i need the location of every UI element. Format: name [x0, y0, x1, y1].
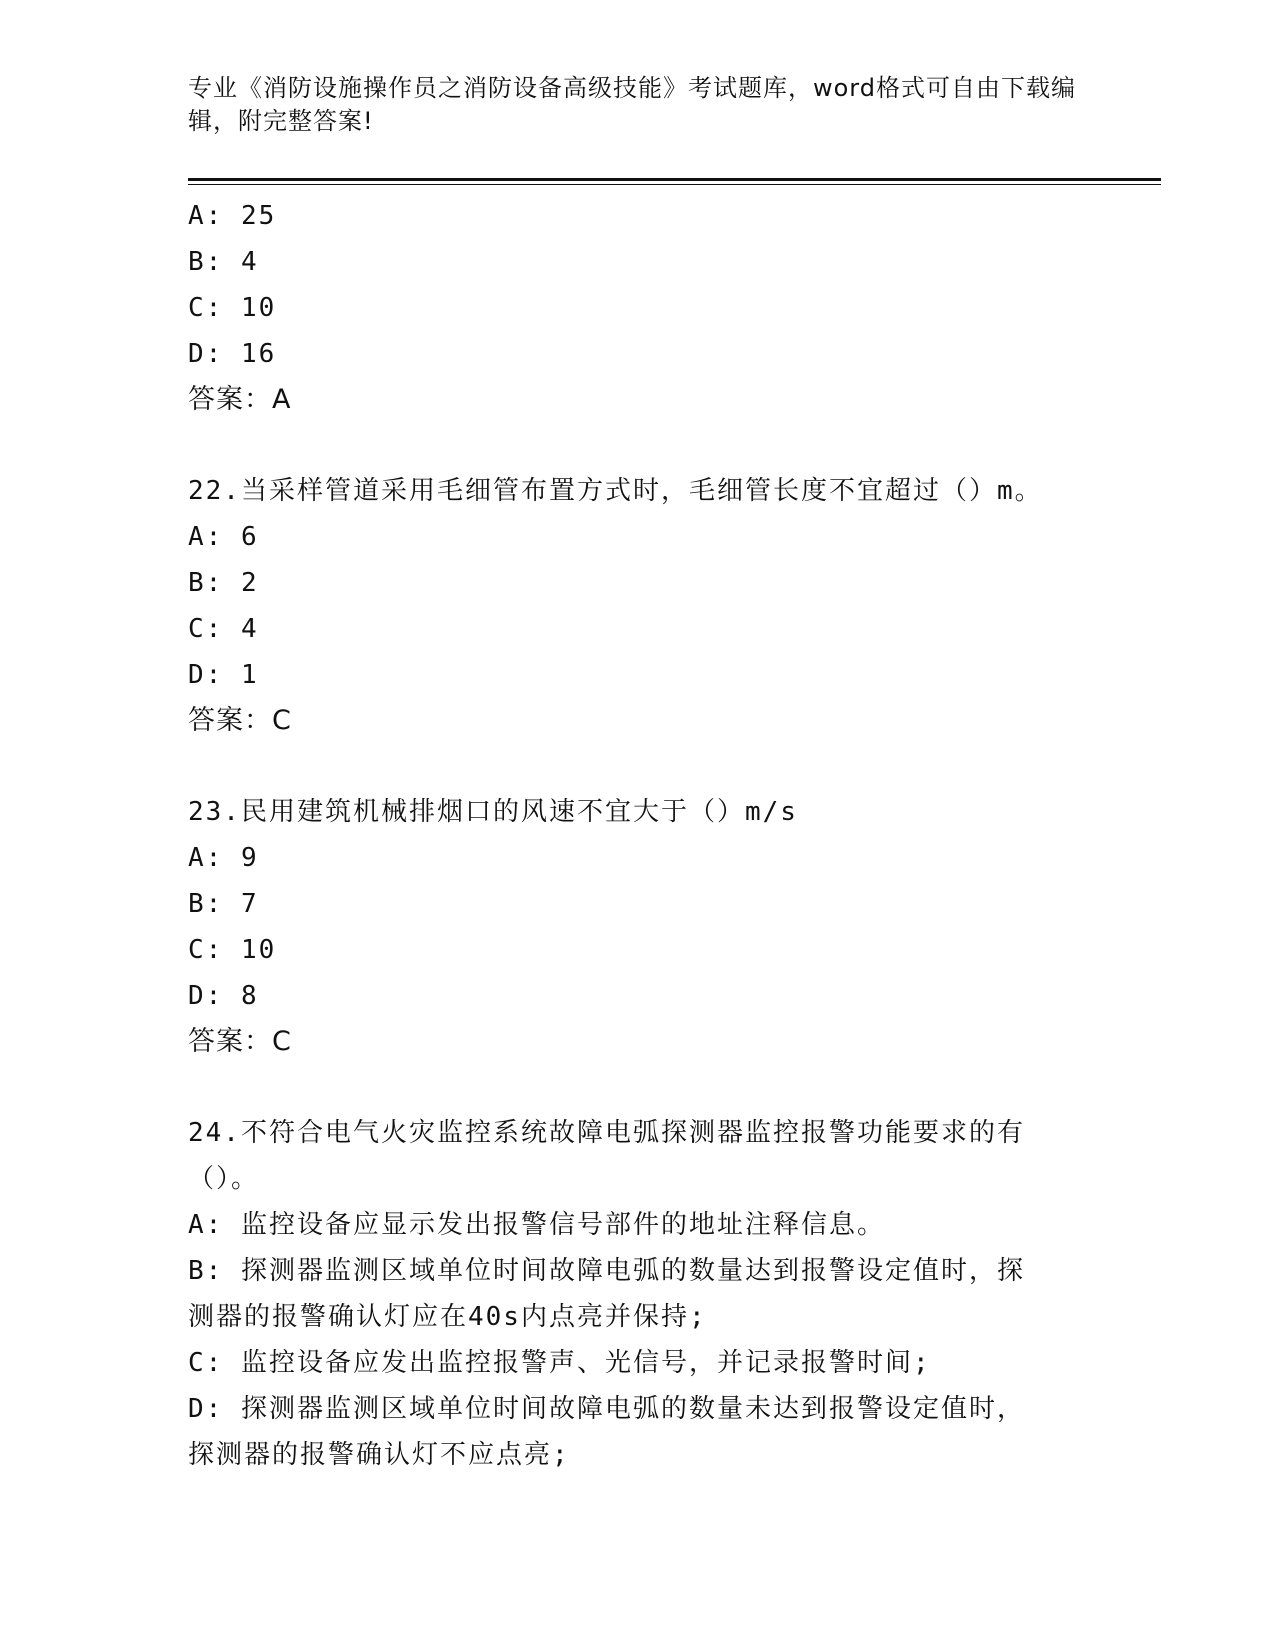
option-a: A: 6: [188, 522, 259, 552]
question-list: [188, 193, 1088, 1478]
answer: 答案：C: [188, 705, 292, 736]
option-c: C: 4: [188, 614, 259, 644]
answer: 答案：A: [188, 384, 292, 415]
option-d: D: 8: [188, 981, 259, 1011]
header-divider-thin: [188, 184, 1161, 185]
answer: 答案：C: [188, 1026, 292, 1057]
option-c: C: 监控设备应发出监控报警声、光信号，并记录报警时间;: [188, 1348, 931, 1378]
question-text: 23.民用建筑机械排烟口的风速不宜大于（）m/s: [188, 797, 798, 827]
option-d: D: 16: [188, 339, 277, 369]
question-21: [188, 193, 1088, 423]
option-c: C: 10: [188, 935, 277, 965]
spacer: [188, 744, 1088, 789]
spacer: [188, 423, 1088, 468]
question-22: [188, 468, 1088, 744]
header-divider-thick: [188, 178, 1161, 181]
option-a: A: 9: [188, 843, 259, 873]
question-text: 22.当采样管道采用毛细管布置方式时，毛细管长度不宜超过（）m。: [188, 476, 1043, 506]
option-a: A: 25: [188, 201, 277, 231]
option-b: B: 7: [188, 889, 259, 919]
option-c: C: 10: [188, 293, 277, 323]
document-header: 专业《消防设施操作员之消防设备高级技能》考试题库，word格式可自由下载编辑，附完整答案!: [188, 74, 1076, 135]
question-text: 24.不符合电气火灾监控系统故障电弧探测器监控报警功能要求的有（）。: [188, 1118, 1025, 1194]
option-b: B: 探测器监测区域单位时间故障电弧的数量达到报警设定值时，探测器的报警确认灯应在40s内点亮并保持;: [188, 1256, 1025, 1332]
option-b: B: 4: [188, 247, 259, 277]
option-d: D: 探测器监测区域单位时间故障电弧的数量未达到报警设定值时，探测器的报警确认灯不应点亮;: [188, 1394, 1025, 1470]
option-b: B: 2: [188, 568, 259, 598]
option-d: D: 1: [188, 660, 259, 690]
option-a: A: 监控设备应显示发出报警信号部件的地址注释信息。: [188, 1210, 885, 1240]
spacer: [188, 1065, 1088, 1110]
question-23: [188, 789, 1088, 1065]
question-24: [188, 1110, 1048, 1478]
